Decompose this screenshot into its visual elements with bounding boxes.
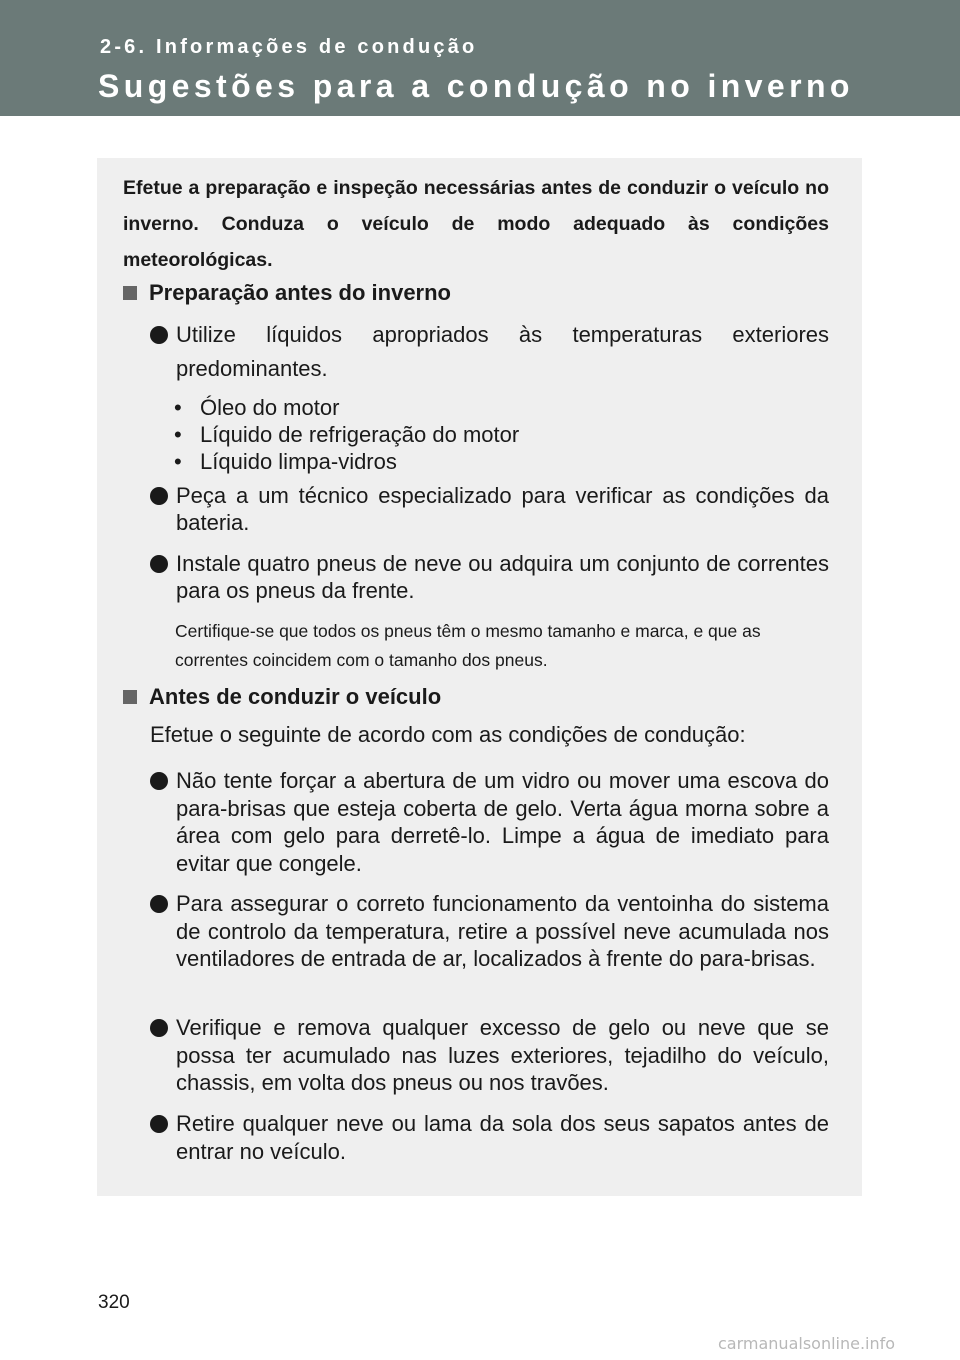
dot-marker-icon: • <box>174 449 182 474</box>
round-bullet-icon <box>150 895 168 913</box>
list-item <box>150 318 829 386</box>
list-item <box>150 767 829 877</box>
round-bullet-icon <box>150 1115 168 1133</box>
list-item <box>150 550 829 604</box>
sub-list-item-text: Líquido de refrigeração do motor <box>200 422 520 447</box>
list-item <box>150 890 829 973</box>
list-item-text: Instale quatro pneus de neve ou adquira um conjunto de correntes para os pneus da frente. <box>176 551 829 603</box>
sub-list-item <box>174 449 397 475</box>
list-item-text: Retire qualquer neve ou lama da sola dos seus sapatos antes de entrar no veículo. <box>176 1111 829 1164</box>
sub-list-item <box>174 422 519 448</box>
round-bullet-icon <box>150 487 168 505</box>
list-item <box>150 1110 829 1165</box>
dot-marker-icon: • <box>174 395 182 420</box>
section-heading-text: Preparação antes do inverno <box>149 280 451 305</box>
section-label: 2-6. Informações de condução <box>100 36 478 58</box>
square-bullet-icon <box>123 286 137 300</box>
list-item <box>150 482 829 536</box>
section-heading-text: Antes de conduzir o veículo <box>149 684 442 709</box>
round-bullet-icon <box>150 555 168 573</box>
page-header <box>0 0 960 116</box>
list-item-text: Peça a um técnico especializado para verificar as condições da bateria. <box>176 483 829 535</box>
list-item <box>150 1014 829 1097</box>
section-lead-text: Efetue o seguinte de acordo com as condições de condução: <box>150 722 746 747</box>
dot-marker-icon: • <box>174 422 182 447</box>
sub-list-item-text: Líquido limpa-vidros <box>200 449 397 474</box>
round-bullet-icon <box>150 1019 168 1037</box>
round-bullet-icon <box>150 772 168 790</box>
note-text: Certifique-se que todos os pneus têm o mesmo tamanho e marca, e que as correntes coincidem com o tamanho dos pneus. <box>175 621 761 670</box>
page-title: Sugestões para a condução no inverno <box>98 68 854 104</box>
list-item-text: Para assegurar o correto funcionamento da ventoinha do sistema de controlo da temperatura, retire a possível neve acumulada nos ventiladores de entrada de ar, localizados à frente do para-brisas. <box>176 891 829 971</box>
intro-paragraph: Efetue a preparação e inspeção necessárias antes de conduzir o veículo no inverno. Conduza o veículo de modo adequado às condições meteorológicas. <box>123 177 829 271</box>
section-heading-winter-prep <box>123 280 451 306</box>
list-item-text: Verifique e remova qualquer excesso de gelo ou neve que se possa ter acumulado nas luzes exteriores, tejadilho do veículo, chassis, em volta dos pneus ou nos travões. <box>176 1015 829 1095</box>
sub-list-item-text: Óleo do motor <box>200 395 340 420</box>
page-number: 320 <box>98 1292 130 1313</box>
list-item-text: Utilize líquidos apropriados às temperaturas exteriores predominantes. <box>176 322 829 381</box>
watermark: carmanualsonline.info <box>718 1334 896 1353</box>
section-heading-before-driving <box>123 684 441 710</box>
round-bullet-icon <box>150 326 168 344</box>
list-item-text: Não tente forçar a abertura de um vidro ou mover uma escova do para-brisas que esteja coberta de gelo. Verta água morna sobre a área com gelo para derretê-lo. Limpe a água de imediato para evitar que congele. <box>176 768 829 876</box>
sub-list-item <box>174 395 339 421</box>
square-bullet-icon <box>123 690 137 704</box>
